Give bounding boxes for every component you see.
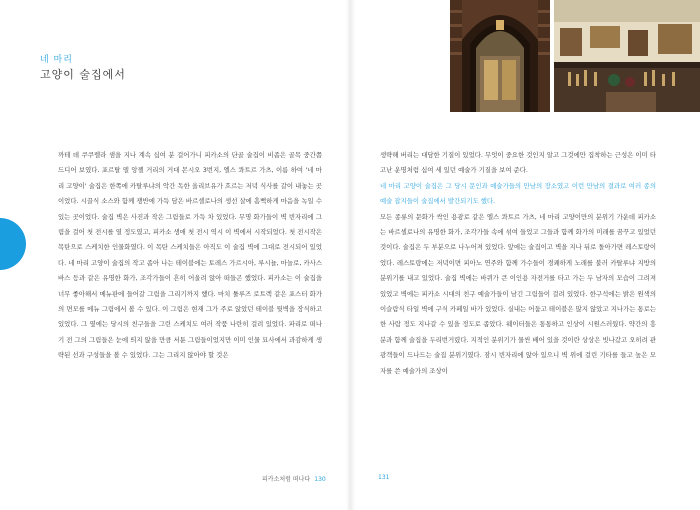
highlighted-quote: 네 마리 고양이 술집은 그 당시 문인과 예술가들의 만남의 장소였고 이런 만남의 결과로 여러 종의 예술 잡지들이 술집에서 발간되기도 했다. <box>380 181 656 206</box>
left-body-text: 까테 데 쿠쿠렐라 샘을 지나 계속 십여 분 걸어가니 피카소의 단골 술집이 비좁은 골목 중간쯤 드디어 보였다. 포르탈 델 앙젤 거리의 거대 몬시오 3번지, 엘스 콰트르 가츠, 이름 하여 '네 마리 고양이' 술집은 한쪽에 카탈루냐의 악간 독한 올리브유가 흐르는 저녁 식사를 갈이 내놓는 곳이었다. 시끌식 소스와 함께 쟁반에 가득 담은 바르셀로나의 생선 살에 흠뻑하게 마음을 녹일 수 있는 곳이었다. 술집 벽은 사진과 작은 그림들로 가득 차 있었다. 무명 화가들이 벽 빈자리에 그림을 걸어 첫 전시를 열 정도였고, 피카소 생애 첫 전시 역시 이 벽에서 시작되었다. 첫 전시작은 목탄으로 스케치한 인물화였다. 이 목탄 스케치들은 아직도 이 술집 벽에 그대로 전시되어 있었다. 네 마리 고양이 술집의 작고 좁아 나는 테이블에는 토레스 가르시아, 루시뇰, 마놀로, 카사스바스 등과 같은 유명한 화가, 조각가들이 흔히 어울려 앉아 떠들곤 했었다. 피카소는 이 술집을 너무 좋아해서 메뉴판에 들어갈 그림을 그리기까지 했다. 마치 툴루즈 로트렉 같은 포스터 화가의 면모를 메뉴 그림에서 볼 수 있다. 이 그림은 현재 그가 주로 앉았던 테이블 뒷벽을 장식하고 있었다. 그 옆에는 당시의 친구들을 그린 스케치도 여러 작품 나란히 걸려 있었다. 파리로 떠나기 전 그의 그림들은 눈에 띄지 않을 만큼 서툰 그림들이었지만 이미 인물 묘사에서 과감하게 생략된 선과 구성들을 볼 수 있었다. 그는 그리지 않아야 할 것은 <box>58 151 322 360</box>
chapter-tab-marker <box>0 218 26 270</box>
right-body-main: 모든 종류의 문화가 싹인 용광로 같은 엘스 콰트르 가츠, 네 마리 고양이만의 분위기 가운데 피카소는 바르셀로나의 유명한 화가, 조각가들 속에 섞여 들었고 그들과 함께 화가의 미래를 꿈꾸고 있었던 것이다. 술집은 두 부분으로 나누어져 있었다. 앞에는 술집이고 벽을 지나 뒤로 돌아가면 레스토랑이었다. 레스토랑에는 저녁이면 피아노 연주와 함께 가수들이 경쾌하게 노래를 불러 카탈루냐 지방의 분위기를 내고 있었다. 술집 벽에는 바퀴가 큰 이인용 자전거를 타고 가는 두 남자의 모습이 그려져 있었고 벽에는 피카소 시대의 친구 예술가들이 남긴 그림들이 걸려 있었다. 한구석에는 밝은 원색의 이슬람식 타일 벽에 구식 카페일 바가 있었다. 실내는 어둡고 테이블은 많지 않았고 지나가는 통로는 한 사람 정도 지나갈 수 있을 정도로 좁았다. 웨이터들은 통통하고 인상이 시원스러웠다. 약간의 흥분과 함께 술집을 두리번거렸다. 지적인 분위기가 물씬 배어 있을 것이란 상상은 빗나갔고 오히려 관광객들이 드나드는 술집 분위기였다. 잠시 빈자리에 앉아 있으니 벽 위에 걸린 기타를 들고 높은 모자를 쓴 예술가의 조상이 <box>380 212 656 375</box>
chapter-number: 네 마리 <box>40 55 73 65</box>
left-folio <box>262 474 326 483</box>
chapter-title: 고양이 술집에서 <box>40 68 126 81</box>
left-page-number: 130 <box>314 476 326 483</box>
folio-book-title: 피카소처럼 떠나다 <box>262 476 311 483</box>
bar-entrance-photo <box>450 0 550 112</box>
right-body-text <box>380 148 656 379</box>
bar-interior-photo <box>554 0 700 112</box>
right-page-number: 131 <box>378 474 390 481</box>
photo-strip <box>450 0 700 112</box>
right-body-intro: 생략해 버리는 대담한 기질이 있었다. 무엇이 중요한 것인지 알고 그것에만 집착하는 근성은 이미 타고난 운명처럼 십여 세 있던 예술가 기질을 보여 준다. <box>380 151 656 175</box>
